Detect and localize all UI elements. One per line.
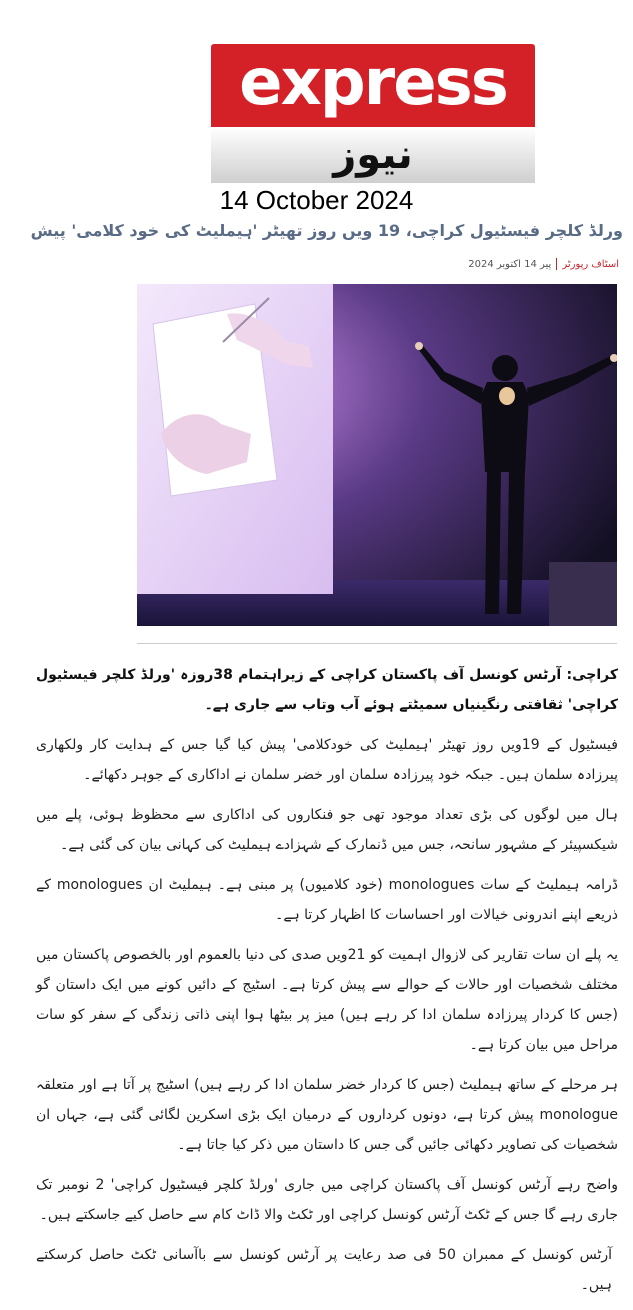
logo-grey-band (211, 127, 535, 183)
article-byline (468, 256, 619, 274)
article-author[interactable]: اسٹاف رپورٹر (562, 259, 619, 270)
logo-red-band (211, 44, 535, 127)
article-hero-image (137, 284, 617, 626)
article-headline: ورلڈ کلچر فیسٹیول کراچی، 19 ویں روز تھیٹر 'ہیملیٹ کی خود کلامی' پیش (30, 221, 623, 240)
byline-separator (556, 258, 557, 270)
page-date: 14 October 2024 (219, 185, 414, 215)
article-body (36, 660, 618, 1310)
article-paragraph-1: کراچی: آرٹس کونسل آف پاکستان کراچی کے زیراہتمام 38روزہ 'ورلڈ کلچر فیسٹیول کراچی' ثقافتی رنگینیاں سمیٹتے ہوئے آب وتاب سے جاری ہے۔ (36, 667, 618, 713)
article-paragraph-3: ہال میں لوگوں کی بڑی تعداد موجود تھی جو فنکاروں کی اداکاری سے محظوظ ہوئی، پلے میں شیکسپیئر کے مشہور سانحہ، جس میں ڈنمارک کے شہزادے ہیملیٹ کی کہانی بیان کی گئی ہے۔ (36, 807, 618, 853)
image-divider (137, 643, 617, 644)
article-paragraph-7: واضح رہے آرٹس کونسل آف پاکستان کراچی میں جاری 'ورلڈ کلچر فیسٹیول کراچی' 2 نومبر تک جاری رہے گا جس کے ٹکٹ آرٹس کونسل کراچی اور ٹکٹ والا ڈاٹ کام سے حاصل کیے جاسکتے ہیں۔ (36, 1177, 619, 1223)
stage-box (549, 562, 617, 626)
logo-express-text: express (239, 46, 507, 120)
article-date: پير 14 اکتوبر 2024 (468, 259, 552, 270)
performer-mask (499, 387, 515, 405)
article-paragraph-5: یہ پلے ان سات تقاریر کی لازوال اہمیت کو 21ویں صدی کی دنیا بالعموم اور بالخصوص پاکستان میں مختلف شخصیات اور حالات کے حوالے سے پیش کرتا ہے۔ اسٹیج کے دائیں کونے میں ایک داستان گو (جس کا کردار پیرزادہ سلمان ادا کر رہے ہیں) میز پر بیٹھا ہوا اپنی ذاتی زندگی کے سفر کو سات مراحل میں بیان کرتا ہے۔ (36, 947, 618, 1053)
article-paragraph-4: ڈرامہ ہیملیٹ کے سات monologues (خود کلامیوں) پر مبنی ہے۔ ہیملیٹ ان monologues کے ذریعے اپنے اندرونی خیالات اور احساسات کا اظہار کرتا ہے۔ (36, 877, 618, 923)
article-paragraph-6: ہر مرحلے کے ساتھ ہیملیٹ (جس کا کردار خضر سلمان ادا کر رہے ہیں) اسٹیج پر آتا ہے اور متعلقہ monologue پیش کرتا ہے، دونوں کرداروں کے درمیان ایک بڑی اسکرین لگائی گئی ہے، جہاں ان شخصیات کی تصاویر دکھائی جائیں گی جس کا داستان میں ذکر کیا جاتا ہے۔ (36, 1077, 618, 1153)
logo-news-text: نیوز (333, 132, 413, 178)
article-paragraph-2: فیسٹیول کے 19ویں روز تھیٹر 'ہیملیٹ کی خودکلامی' پیش کیا گیا جس کے ہدایت کار ولکھاری پیرزادہ سلمان ہیں۔ جبکہ خود پیرزادہ سلمان اور خضر سلمان نے اداکاری کے جوہر دکھائے۔ (36, 737, 618, 783)
article-paragraph-8: آرٹس کونسل کے ممبران 50 فی صد رعایت پر آرٹس کونسل سے باآسانی ٹکٹ حاصل کرسکتے ہیں۔ (36, 1247, 612, 1293)
express-news-logo[interactable] (211, 44, 535, 183)
performer-left-hand (415, 342, 423, 350)
